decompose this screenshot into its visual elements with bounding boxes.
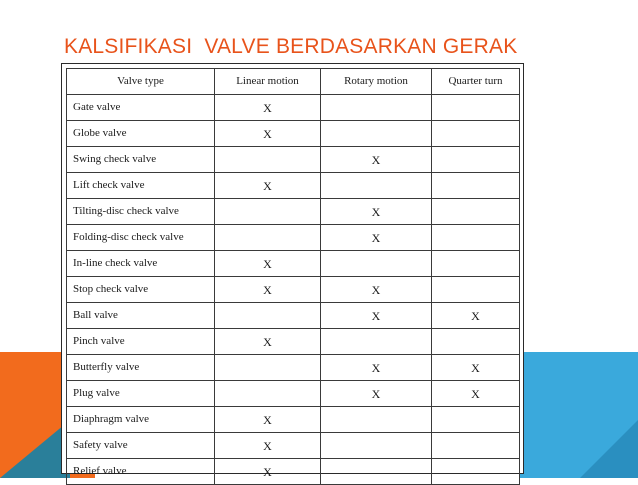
cell-valve-name: Tilting-disc check valve [67,199,215,225]
cell-rotary-motion [321,251,432,277]
cell-linear-motion [215,381,321,407]
cell-quarter-turn [432,459,520,485]
table-row [67,329,520,355]
cell-rotary-motion [321,329,432,355]
cell-quarter-turn [432,147,520,173]
cell-linear-motion: X [215,251,321,277]
cell-linear-motion: X [215,433,321,459]
cell-rotary-motion [321,173,432,199]
cell-quarter-turn: X [432,381,520,407]
cell-rotary-motion: X [321,277,432,303]
cell-rotary-motion: X [321,381,432,407]
cell-quarter-turn [432,95,520,121]
cell-valve-name: Ball valve [67,303,215,329]
table-row [67,173,520,199]
cell-rotary-motion: X [321,199,432,225]
cell-quarter-turn: X [432,355,520,381]
cell-valve-name: Pinch valve [67,329,215,355]
cell-valve-name: Plug valve [67,381,215,407]
header-linear-motion: Linear motion [215,69,321,95]
cell-rotary-motion: X [321,225,432,251]
cell-valve-name: Globe valve [67,121,215,147]
cell-valve-name: Gate valve [67,95,215,121]
valve-classification-table [66,68,520,485]
table-body [67,95,520,485]
cell-valve-name: Relief valve [67,459,215,485]
cell-quarter-turn [432,251,520,277]
cell-linear-motion: X [215,121,321,147]
cell-linear-motion [215,225,321,251]
table-row [67,433,520,459]
cell-rotary-motion: X [321,303,432,329]
table-row [67,277,520,303]
cell-linear-motion [215,303,321,329]
table-row [67,95,520,121]
valve-table-container [61,63,524,479]
table-row [67,355,520,381]
table-row [67,381,520,407]
cell-rotary-motion [321,459,432,485]
cell-linear-motion: X [215,277,321,303]
cell-quarter-turn [432,433,520,459]
cell-linear-motion: X [215,173,321,199]
header-valve-type: Valve type [67,69,215,95]
cell-quarter-turn [432,329,520,355]
cell-valve-name: Lift check valve [67,173,215,199]
cell-linear-motion: X [215,329,321,355]
cell-rotary-motion [321,433,432,459]
cell-rotary-motion [321,407,432,433]
cell-quarter-turn: X [432,303,520,329]
cell-linear-motion [215,147,321,173]
table-header-row [67,69,520,95]
cell-quarter-turn [432,277,520,303]
cell-linear-motion: X [215,95,321,121]
cell-valve-name: Diaphragm valve [67,407,215,433]
header-quarter-turn: Quarter turn [432,69,520,95]
table-row [67,121,520,147]
cell-valve-name: Butterfly valve [67,355,215,381]
table-row [67,459,520,485]
cell-rotary-motion: X [321,355,432,381]
cell-linear-motion [215,199,321,225]
cell-rotary-motion [321,121,432,147]
cell-valve-name: Safety valve [67,433,215,459]
cell-linear-motion: X [215,459,321,485]
cell-valve-name: Stop check valve [67,277,215,303]
cell-linear-motion: X [215,407,321,433]
cell-linear-motion [215,355,321,381]
cell-quarter-turn [432,225,520,251]
cell-valve-name: Swing check valve [67,147,215,173]
cell-valve-name: In-line check valve [67,251,215,277]
header-rotary-motion: Rotary motion [321,69,432,95]
cell-quarter-turn [432,407,520,433]
table-row [67,199,520,225]
table-row [67,407,520,433]
cell-rotary-motion: X [321,147,432,173]
table-row [67,225,520,251]
table-row [67,251,520,277]
cell-quarter-turn [432,199,520,225]
cell-valve-name: Folding-disc check valve [67,225,215,251]
cell-rotary-motion [321,95,432,121]
slide-title: KALSIFIKASI VALVE BERDASARKAN GERAK [64,35,518,58]
cell-quarter-turn [432,173,520,199]
table-row [67,147,520,173]
cell-quarter-turn [432,121,520,147]
table-row [67,303,520,329]
